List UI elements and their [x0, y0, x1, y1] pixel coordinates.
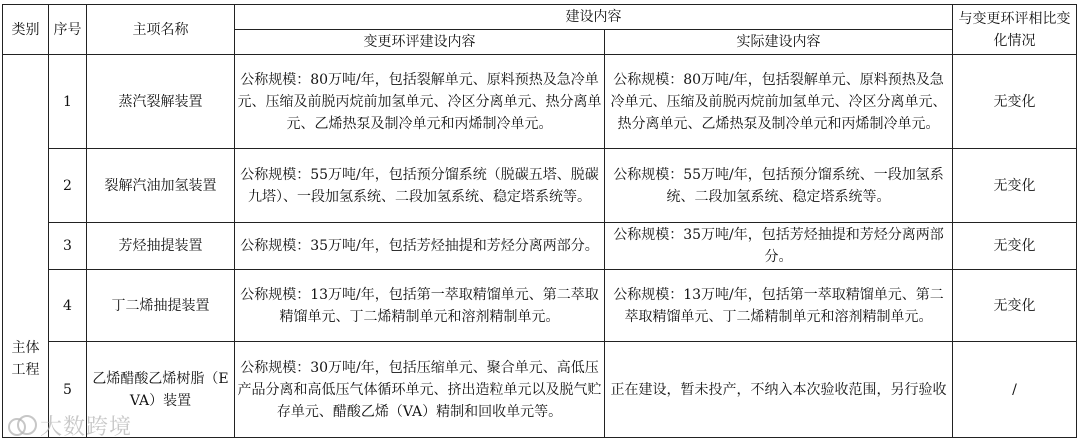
row-eia-content: 公称规模：35万吨/年，包括芳烃抽提和芳烃分离两部分。 — [235, 223, 605, 270]
row-number: 1 — [49, 55, 87, 149]
table-row — [3, 342, 1077, 438]
table-row — [3, 223, 1077, 270]
watermark-text: 大数跨境 — [40, 415, 133, 440]
row-number: 5 — [49, 342, 87, 438]
header-construction-content: 建设内容 — [235, 5, 953, 30]
table-row — [3, 149, 1077, 223]
header-row-top — [3, 5, 1077, 30]
row-actual-content: 公称规模：80万吨/年，包括裂解单元、原料预热及急冷单元、压缩及前脱丙烷前加氢单元、冷区分离单元、热分离单元、乙烯热泵及制冷单元和丙烯制冷单元。 — [605, 55, 953, 149]
row-actual-content: 公称规模：13万吨/年，包括第一萃取精馏单元、第二萃取精馏单元、丁二烯精制单元和溶剂精制单元。 — [605, 270, 953, 342]
row-number: 3 — [49, 223, 87, 270]
header-eia-content: 变更环评建设内容 — [235, 30, 605, 55]
row-item-name: 丁二烯抽提装置 — [87, 270, 235, 342]
row-actual-content: 公称规模：35万吨/年，包括芳烃抽提和芳烃分离两部分。 — [605, 223, 953, 270]
row-eia-content: 公称规模：13万吨/年，包括第一萃取精馏单元、第二萃取精馏单元、丁二烯精制单元和溶剂精制单元。 — [235, 270, 605, 342]
row-change: 无变化 — [953, 270, 1077, 342]
row-change: / — [953, 342, 1077, 438]
header-comparison: 与变更环评相比变化情况 — [953, 5, 1077, 55]
row-eia-content: 公称规模：80万吨/年，包括裂解单元、原料预热及急冷单元、压缩及前脱丙烷前加氢单元、冷区分离单元、热分离单元、乙烯热泵及制冷单元和丙烯制冷单元。 — [235, 55, 605, 149]
row-item-name: 裂解汽油加氢装置 — [87, 149, 235, 223]
row-change: 无变化 — [953, 149, 1077, 223]
row-eia-content: 公称规模：55万吨/年，包括预分馏系统（脱碳五塔、脱碳九塔）、一段加氢系统、二段加氢系统、稳定塔系统等。 — [235, 149, 605, 223]
construction-content-table — [2, 4, 1077, 438]
header-actual-content: 实际建设内容 — [605, 30, 953, 55]
header-item-name: 主项名称 — [87, 5, 235, 55]
header-category: 类别 — [3, 5, 49, 55]
row-item-name: 乙烯醋酸乙烯树脂（EVA）装置 — [87, 342, 235, 438]
category-cell: 主体工程 — [3, 55, 49, 438]
row-eia-content: 公称规模：30万吨/年，包括压缩单元、聚合单元、高低压产品分离和高低压气体循环单元、挤出造粒单元以及脱气贮存单元、醋酸乙烯（VA）精制和回收单元等。 — [235, 342, 605, 438]
row-number: 4 — [49, 270, 87, 342]
row-item-name: 芳烃抽提装置 — [87, 223, 235, 270]
row-actual-content: 正在建设，暂未投产，不纳入本次验收范围，另行验收 — [605, 342, 953, 438]
row-number: 2 — [49, 149, 87, 223]
header-number: 序号 — [49, 5, 87, 55]
row-change: 无变化 — [953, 55, 1077, 149]
row-change: 无变化 — [953, 223, 1077, 270]
row-actual-content: 公称规模：55万吨/年，包括预分馏系统、一段加氢系统、二段加氢系统、稳定塔系统等。 — [605, 149, 953, 223]
table-row — [3, 55, 1077, 149]
row-item-name: 蒸汽裂解装置 — [87, 55, 235, 149]
table-row — [3, 270, 1077, 342]
